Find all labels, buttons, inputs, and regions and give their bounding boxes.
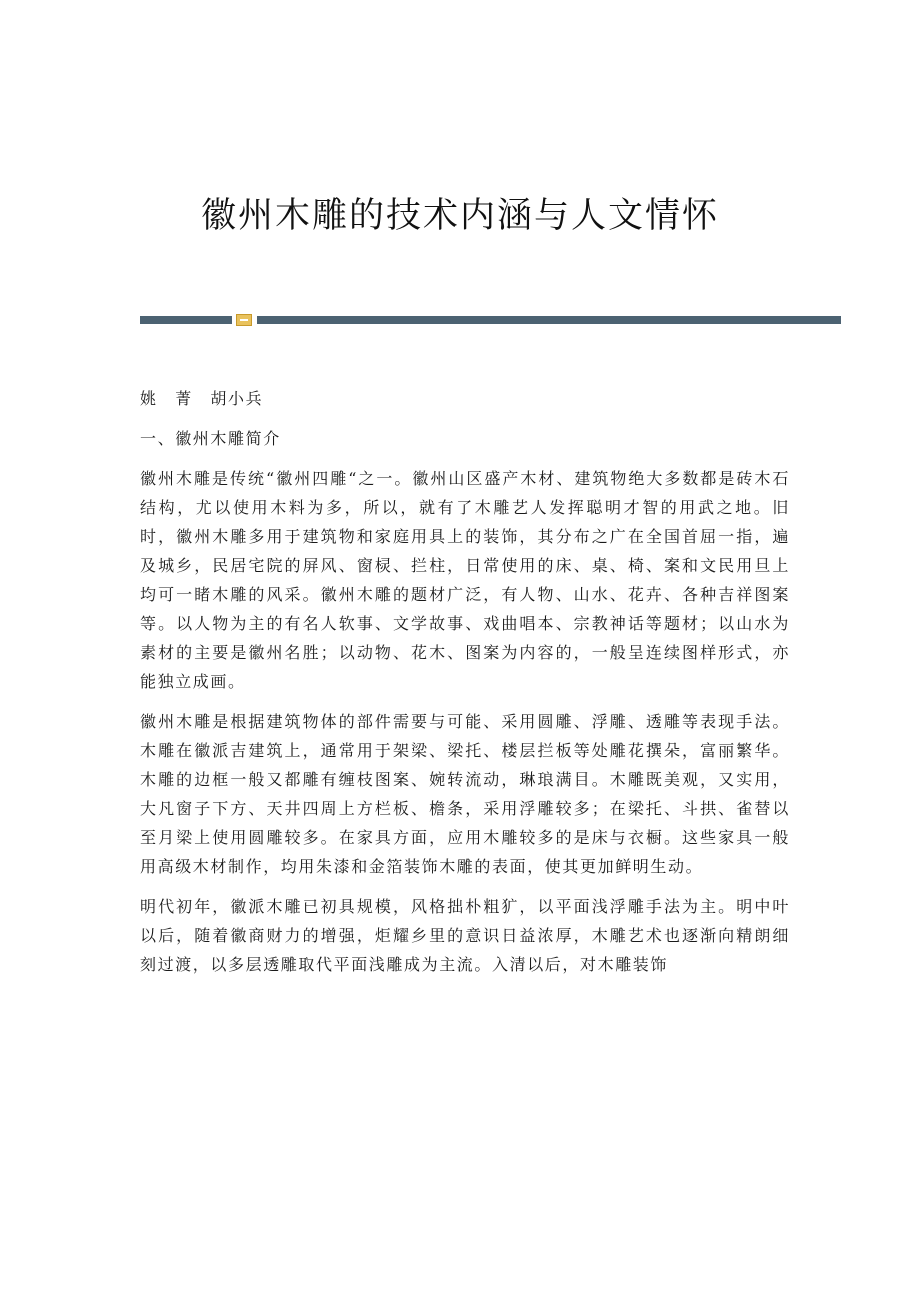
section-heading: 一、徽州木雕简介 <box>140 429 281 448</box>
document-body <box>140 384 790 990</box>
title-divider <box>140 314 841 326</box>
divider-left-bar <box>140 316 232 324</box>
body-paragraph-2: 徽州木雕是根据建筑物体的部件需要与可能、采用圆雕、浮雕、透雕等表现手法。木雕在徽派吉建筑上，通常用于架梁、梁托、楼层拦板等处雕花撰朵，富丽繁华。木雕的边框一般又都雕有缠枝图案、婉转流动，琳琅满目。木雕既美观，又实用，大凡窗子下方、天井四周上方栏板、檐条，采用浮雕较多；在梁托、斗拱、雀替以至月梁上使用圆雕较多。在家具方面，应用木雕较多的是床与衣橱。这些家具一般用高级木材制作，均用朱漆和金箔装饰木雕的表面，使其更加鲜明生动。 <box>140 712 790 876</box>
body-paragraph-1: 徽州木雕是传统“徽州四雕“之一。徽州山区盛产木材、建筑物绝大多数都是砖木石结构，尤以使用木料为多，所以，就有了木雕艺人发挥聪明才智的用武之地。旧时，徽州木雕多用于建筑物和家庭用具上的装饰，其分布之广在全国首屈一指，遍及城乡，民居宅院的屏风、窗棂、拦柱，日常使用的床、桌、椅、案和文民用旦上均可一睹木雕的风采。徽州木雕的题材广泛，有人物、山水、花卉、各种吉祥图案等。以人物为主的有名人软事、文学故事、戏曲唱本、宗教神话等题材；以山水为素材的主要是徽州名胜；以动物、花木、图案为内容的，一般呈连续图样形式，亦能独立成画。 <box>140 469 790 691</box>
body-paragraph-3: 明代初年，徽派木雕已初具规模，风格拙朴粗犷，以平面浅浮雕手法为主。明中叶以后，随着徽商财力的增强，炬耀乡里的意识日益浓厚，木雕艺术也逐渐向精朗细刻过渡，以多层透雕取代平面浅雕成为主流。入清以后，对木雕装饰 <box>140 897 790 974</box>
authors-line: 姚 菁 胡小兵 <box>140 389 264 408</box>
divider-ornament-icon <box>236 314 252 326</box>
document-title: 徽州木雕的技术内涵与人文情怀 <box>200 196 719 236</box>
divider-right-bar <box>257 316 841 324</box>
